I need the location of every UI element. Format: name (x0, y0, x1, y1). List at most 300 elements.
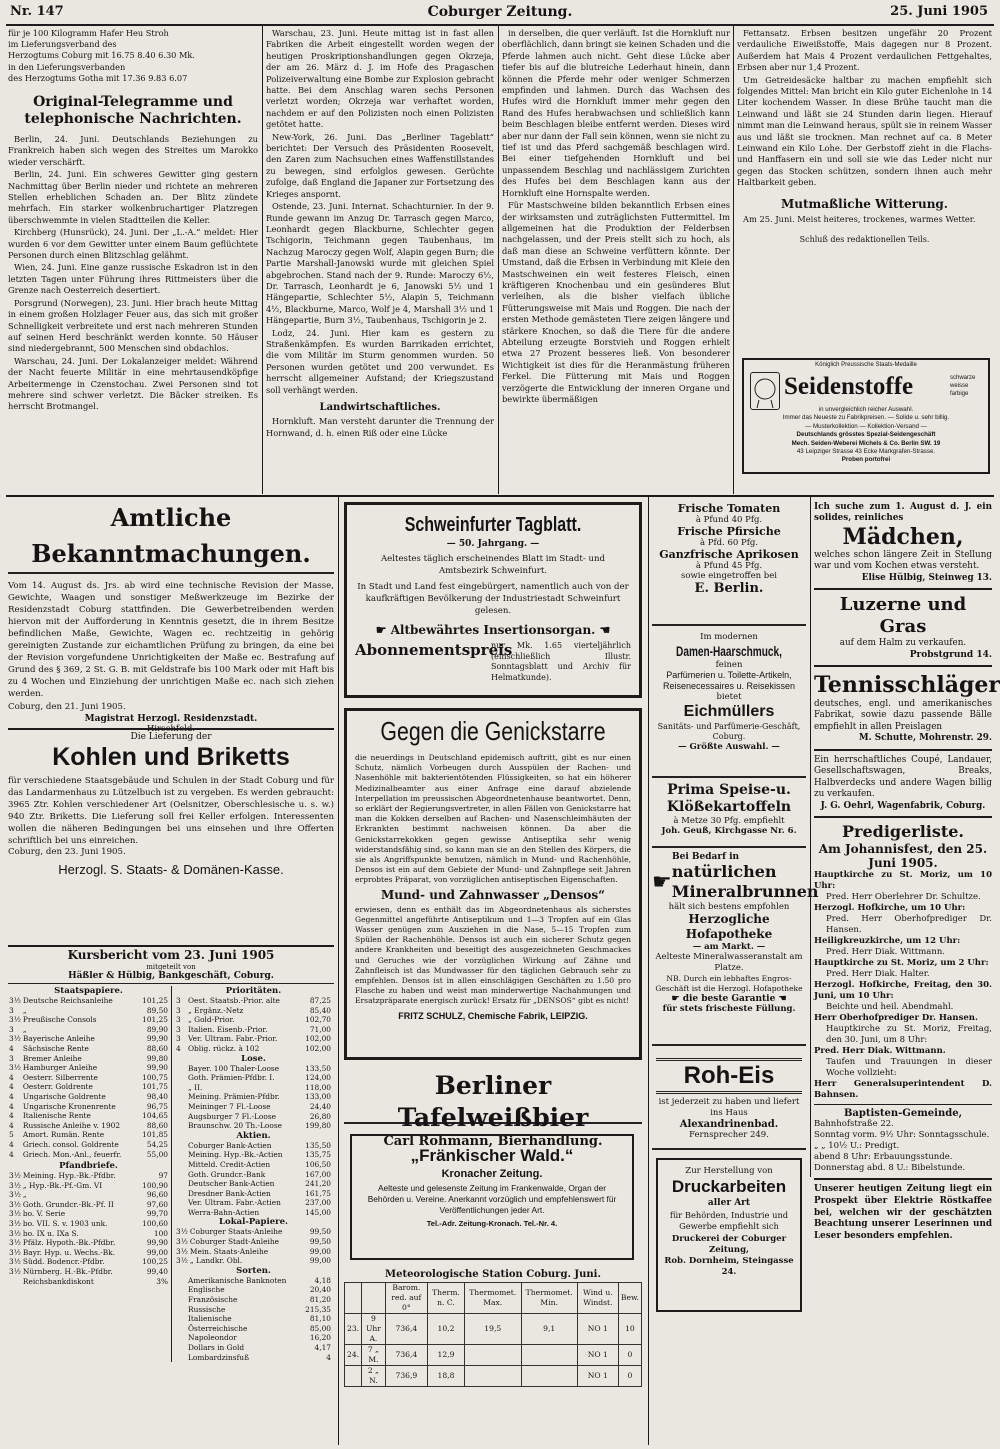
kurs-cell: 100,90 (142, 1180, 168, 1190)
kurs-row (175, 1276, 332, 1286)
column-4 (737, 28, 992, 328)
kurs-cell: 102,00 (305, 1034, 331, 1044)
ad-line-text: die beste Garantie (682, 994, 776, 1004)
ad-line: Fernsprecher 249. (689, 1130, 769, 1140)
meteo-cell (345, 1366, 362, 1387)
kurs-cell: 241,20 (305, 1179, 331, 1189)
ad-line: auf dem Halm zu verkaufen. (839, 638, 967, 649)
ad-line: für Behörden, Industrie und Gewerbe empfiehlt sich (669, 1210, 789, 1231)
kurs-head: Lokal-Papiere. (219, 1217, 288, 1228)
kurs-row (8, 1015, 169, 1025)
ad-top-line: Königlich Preussische Staats-Medaille (815, 362, 917, 368)
kurs-row (8, 1150, 169, 1160)
kurs-cell: 3 (9, 1024, 14, 1034)
kurs-table (8, 996, 169, 1159)
news-item: Warschau, 24. Juni. Der Lokalanzeiger meldet: Während der Nacht feuerte Militär in eine mehrtausendköpfige Arbeitermenge in Czenstochau. Zwei Personen sind tot mehrere sind schwer verletzt. Die Bäcker streiken. Es herrscht Brotmangel. (8, 355, 258, 412)
kurs-cell: „ Gold-Prior. (188, 1015, 235, 1025)
kurs-row (175, 1285, 332, 1295)
kurs-cell: 4 (9, 1043, 14, 1053)
ad-line: Rob. Dornheim, Steingasse 24. (664, 1256, 794, 1277)
ad-line: Prima Speise-u. Klößekartoffeln (666, 782, 792, 815)
ad-line: für stets frischeste Füllung. (662, 1004, 796, 1014)
kurs-row (175, 1102, 332, 1112)
kurs-row (8, 1277, 169, 1287)
meteo-section (344, 1268, 642, 1398)
kurs-cell: 3 (176, 1015, 181, 1025)
meteo-cell: 23. (345, 1314, 362, 1345)
kurs-cell: 101,25 (142, 996, 168, 1005)
pred-item: Herr Generalsuperintendent D. Bahnsen. (814, 1079, 992, 1101)
bapt-item: Bahnhofstraße 22. (814, 1119, 894, 1130)
meteo-cell: 0 (618, 1345, 641, 1366)
meteo-row (345, 1314, 642, 1345)
kurs-row (175, 1295, 332, 1305)
kurs-cell: Englische (188, 1285, 225, 1295)
issue-date: 25. Juni 1905 (890, 4, 988, 19)
kurs-cell: 89,50 (146, 1005, 168, 1015)
kurs-table (175, 1227, 332, 1265)
ad-line: Ich suche zum 1. August d. J. ein solides, reinliches (814, 502, 992, 523)
pred-item: Pred. Herr Oberlehrer Dr. Schultze. (826, 892, 981, 903)
ad-line: NB. Durch ein lebhaftes Engros-Geschäft ist die Herzogl. Hofapotheke (655, 974, 803, 993)
kurs-row (175, 1044, 332, 1054)
section-title: Original-Telegramme und telephonische Nachrichten. (24, 94, 242, 128)
kurs-cell: Dollars in Gold (188, 1343, 245, 1352)
kurs-cell: bo. V. Serie (22, 1209, 66, 1219)
ad-line: sowie eingetroffen bei (681, 571, 777, 581)
kurs-row (8, 1209, 169, 1219)
ad-line: feinen (715, 660, 743, 670)
column-rule (810, 497, 811, 1177)
kurs-cell: 24,40 (309, 1101, 331, 1111)
kurs-cell: Deutscher Bank-Actien (188, 1179, 275, 1189)
kurs-cell: 133,00 (305, 1092, 331, 1102)
kurs-cell (175, 1353, 187, 1363)
ad-line: Zur Herstellung von (685, 1166, 773, 1176)
pred-item: Pred. Herr Diak. Halter. (826, 969, 930, 980)
ad-line: Druckarbeiten (671, 1177, 787, 1196)
kurs-left (8, 986, 172, 1362)
kurs-cell: Hamburger Anleihe (22, 1063, 98, 1073)
kurs-cell: „ Landkr. Obl. (189, 1256, 243, 1266)
kurs-cell: 135,75 (305, 1150, 331, 1160)
meteo-cell (464, 1345, 521, 1366)
kurs-cell: 3 (9, 1053, 14, 1063)
ad-line: Eichmüllers (683, 703, 775, 720)
kurs-cell: Ver. Ultram. Fabr.-Actien (188, 1198, 281, 1208)
kurs-cell: 71,00 (309, 1024, 331, 1034)
bapt-item: Sonntag vorm. 9½ Uhr: Sonntagsschule. (814, 1130, 990, 1141)
kurs-row (8, 1006, 169, 1016)
kurs-cell: „ (22, 1024, 27, 1034)
prima-ad (652, 782, 806, 848)
kurs-cell: 3½ (176, 1256, 188, 1266)
amtliche-title: Amtliche Bekanntmachungen. (8, 500, 334, 574)
kurs-cell: „ (22, 1005, 27, 1015)
kurs-row (8, 1200, 169, 1210)
meteo-cell: 12,9 (427, 1345, 464, 1366)
kurs-row (175, 1141, 332, 1151)
kurs-cell: Coburger Bank-Actien (188, 1140, 272, 1150)
kurs-cell: 100,75 (142, 1072, 168, 1082)
kurs-cell (175, 1083, 187, 1093)
header-rule (6, 24, 994, 26)
wald-text: Aelteste und gelesenste Zeitung im Frankenwalde, Organ der Behörden u. Vereine. Anerkannt vorzüglich und empfehlenswert für Veröffentlichungen jeder Art. (367, 1183, 617, 1215)
kurs-cell: Augsburger 7 Fl.-Loose (188, 1111, 276, 1121)
tagblatt-alt: ☛ Altbewährtes Insertionsorgan. ☚ (375, 623, 611, 637)
kurs-row (175, 1073, 332, 1083)
kurs-cell: 3 (176, 1005, 181, 1015)
kurs-cell: 3½ (9, 1219, 21, 1229)
tagblatt-alt-text: Altbewährtes Insertionsorgan. (390, 623, 596, 637)
kurs-cell: 3½ (9, 1199, 21, 1209)
kurs-row (8, 1257, 169, 1267)
newspaper-title: Coburger Zeitung. (427, 4, 573, 20)
kurs-cell: 4 (9, 1139, 14, 1149)
weather-title: Mutmaßliche Witterung. (781, 196, 948, 211)
kurs-cell: Oesterr. Goldrente (22, 1082, 93, 1092)
rule (814, 1104, 992, 1105)
kurs-cell: Goth. Grundcr.-Bk.-Pf. II (22, 1199, 114, 1209)
ad-line: ist jederzeit zu haben und liefert ins Haus (658, 1097, 800, 1118)
kurs-cell: 3½ (9, 1180, 21, 1190)
kurs-cell: „ II. (188, 1082, 203, 1092)
kurs-row (8, 1238, 169, 1248)
price-line: im Lieferungsverband des (8, 39, 117, 50)
meteo-cell: NO 1 (577, 1366, 618, 1387)
kurs-cell: 99,00 (309, 1246, 331, 1256)
section-rule (6, 495, 994, 497)
news-item: Wien, 24. Juni. Eine ganze russische Eskadron ist in den letzten Tagen unter Führung ihres Rittmeisters über die Grenze nach Oesterreich desertiert. (8, 262, 258, 296)
kurs-cell: 4 (9, 1082, 14, 1092)
ad-line: Probstgrund 14. (909, 649, 992, 660)
ad-line: Frische Pfirsiche (677, 525, 781, 538)
ad-line: Bei Bedarf in (672, 852, 740, 862)
kurs-cell: 81,10 (309, 1314, 331, 1324)
tafel-title: Berliner Tafelweißbier (397, 1071, 589, 1132)
kurs-cell: Griech. consol. Goldrente (22, 1139, 119, 1149)
kurs-cell: 4 (9, 1111, 14, 1121)
kurs-cell: 85,40 (309, 1005, 331, 1015)
kurs-cell: 3 (176, 1024, 181, 1034)
ad-title: Predigerliste. (841, 822, 964, 842)
bapt-item: „ „ 10½ U.: Predigt. (814, 1141, 900, 1152)
bapt-list (814, 1119, 992, 1174)
pred-item: Herr Oberhofprediger Dr. Hansen. (814, 1013, 978, 1024)
kurs-cell: 237,00 (305, 1198, 331, 1208)
kurs-row (175, 1198, 332, 1208)
meteo-table (344, 1282, 642, 1387)
kurs-cell: Italienische Rente (22, 1111, 91, 1121)
ad-line: Herzogliche Hofapotheke (685, 912, 773, 941)
kurs-cell: 26,80 (309, 1111, 331, 1121)
kurs-row (175, 1034, 332, 1044)
meteo-cell: 10 (618, 1314, 641, 1345)
kurs-cell (175, 1343, 187, 1353)
kurs-row (8, 1073, 169, 1083)
ad-line: Alexandrinenbad. (679, 1119, 779, 1130)
tagblatt-text1: Aeltestes täglich erscheinendes Blatt im Stadt- und Amtsbezirk Schweinfurt. (380, 554, 606, 576)
news-item: Porsgrund (Norwegen), 23. Juni. Hier brach heute Mittag in einem großen Holzlager Feuer aus, das sich mit großer Schnelligkeit verbreitete und erst nach mehreren Stunden auf seinen Herd beschränkt werden konnte. 50 Häuser sind niedergebrannt, 500 Menschen sind obdachlos. (8, 297, 258, 354)
kurs-cell: 99,50 (309, 1227, 331, 1237)
news-item: Kirchberg (Hunsrück), 24. Juni. Der „L.-A.“ meldet: Hier wurden 6 vor dem Gewitter unter einem Baum geflüchtete Personen durch einen Blitzschlag gelähmt. (8, 227, 258, 261)
kurs-table (175, 1276, 332, 1362)
ad-line: hält sich bestens empfohlen (668, 902, 790, 912)
kurs-cell: 3% (156, 1276, 168, 1286)
pred-item: Pred. Herr Diak. Wittmann. (826, 947, 945, 958)
meteo-head-cell: Therm. n. C. (427, 1283, 464, 1314)
mineral-ad (652, 852, 819, 1046)
kurs-row (8, 1063, 169, 1073)
kurs-cell: 97 (158, 1171, 168, 1181)
kurs-cell: Coburger Stadt-Anleihe (189, 1237, 279, 1247)
kohlen-sign: Herzogl. S. Staats- & Domänen-Kasse. (58, 862, 284, 878)
pointing-hand-icon: ☛ (652, 869, 672, 895)
kurs-cell: 124,00 (305, 1073, 331, 1083)
meteo-cell: 9 Uhr A. (362, 1314, 386, 1345)
kurs-cell: 3½ (9, 1190, 21, 1200)
meteo-head-cell: Barom. red. auf 0° (385, 1283, 427, 1314)
kurs-cell: Italienische (188, 1314, 232, 1324)
tagblatt-abo-text: nur Mk. 1.65 vierteljährlich (einschließlich Illustr. Sonntagsblatt und Archiv für Helmatkunde). (491, 641, 631, 682)
kurs-cell: 167,00 (305, 1169, 331, 1179)
medal-icon (750, 372, 780, 410)
kurs-cell (175, 1160, 187, 1170)
kurs-cell: 161,75 (305, 1188, 331, 1198)
kurs-cell (175, 1073, 187, 1083)
druck-ad (656, 1158, 802, 1312)
kurs-cell: bo. VII. S. v. 1903 unk. (22, 1219, 108, 1229)
kurs-cell (175, 1324, 187, 1334)
ad-line: M. Schutte, Mohrenstr. 29. (858, 733, 992, 744)
kurs-cell: 100,60 (142, 1219, 168, 1229)
kurs-cell: Goth. Prämien-Pfdbr. I. (188, 1073, 275, 1083)
ad-line: Unserer heutigen Zeitung liegt ein Prospekt über Elektrie Röstkaffee bei, welchen wir der geschätzten Beachtung unserer Leserinnen und Leser besonders empfehlen. (814, 1184, 992, 1241)
meteo-cell: 18,8 (427, 1366, 464, 1387)
rule (814, 665, 992, 667)
kurs-row (8, 1248, 169, 1258)
kurs-cell: 20,40 (309, 1285, 331, 1295)
kurs-cell: „ Ergänz.-Netz (188, 1005, 244, 1015)
column-2 (266, 28, 494, 492)
genickstarre-ad (344, 708, 642, 1060)
ad-line: à Metze 30 Pfg. empfiehlt (673, 816, 785, 826)
kurs-cell (175, 1064, 187, 1074)
ad-line: 43 Leipziger Strasse 43 Ecke Markgrafen-Strasse. (796, 448, 936, 456)
kurs-cell: 4 (9, 1149, 14, 1159)
kurs-row (175, 1189, 332, 1199)
news-item: Warschau, 23. Juni. Heute mittag ist in fast allen Fabriken die Arbeit eingestellt worden wegen der heutigen Proskriptionshandlungen gegen Okrzeja, der am 26. März d. J. im Hofe des Pragaschen Polizeiverwaltung eine Bombe zur Explosion gebracht hatte. Bei dem Anschlag waren sechs Personen verletzt worden; Okrzeja war verhaftet worden, nachdem er auf den Polizisten noch einen Polizisten getötet hatte. (266, 28, 494, 130)
kurs-cell: 3½ (9, 1015, 21, 1025)
ad-line: J. G. Oehrl, Wagenfabrik, Coburg. (820, 801, 986, 812)
meteo-cell: 19,5 (464, 1314, 521, 1345)
kurs-cell (175, 1179, 187, 1189)
kurs-cell: bo. IX u. IXa S. (22, 1228, 79, 1238)
ad-line: Damen-Haarschmuck, (676, 643, 782, 659)
meteo-cell: 736,4 (385, 1314, 427, 1345)
kurs-row (175, 1064, 332, 1074)
rule (814, 1178, 992, 1180)
berlin-ad (652, 502, 806, 626)
kurs-row (175, 1343, 332, 1353)
roheis-ad (652, 1058, 806, 1150)
ad-line: Druckerei der Coburger Zeitung, (671, 1234, 787, 1255)
ad-line: Proben portofrei (841, 456, 891, 464)
wald-title: „Fränkischer Wald.“ (410, 1146, 574, 1165)
meteo-cell: 9,1 (521, 1314, 577, 1345)
right-column (814, 502, 1000, 1442)
pred-list (814, 870, 992, 1101)
kurs-cell: „ Hyp.-Bk.-Pf.-Gm. VI (22, 1180, 103, 1190)
kurs-row (175, 1237, 332, 1247)
issue-number: Nr. 147 (10, 4, 64, 19)
kurs-cell (175, 1141, 187, 1151)
kurs-cell: 135,50 (305, 1140, 331, 1150)
tagblatt-text2: In Stadt und Land fest eingebürgert, namentlich auch von der kaufkräftigen Bevölkerung der Industriestadt Schweinfurt gelesen. (357, 582, 629, 616)
kurs-cell: 118,00 (305, 1082, 331, 1092)
kurs-row (8, 1044, 169, 1054)
kurs-cell: 99,00 (309, 1256, 331, 1266)
kohlen-date: Coburg, den 23. Juni 1905. (8, 847, 126, 857)
kurs-cell: 4 (9, 1091, 14, 1101)
genick-text2: erwiesen, denn es enthält das im Abgeordnetenhaus als sicherstes Gegenmittel angeführte Antiseptikum und 1—3 Tropfen auf ein Glas Wasser genügen zum Ausziehen in die Nase, 5—15 Tropfen zum Spülen der Rachenhöhle. Densos ist auch ein sicherer Schutz gegen andere Krankheiten und beseitigt des ausgezeichneten Geschmackes und Geruches wie der vorzüglichen Wirkung auf Zähne und Zahnfleisch ist das Mundwasser für den täglichen Gebrauch sehr zu empfehlen. Densos ist in allen einschlägigen Geschäften zu 1.50 pro Flasche zu haben und weist man minderwertige Nachahmungen und Ersatzpräparate energisch zurück! Ersatz für „DENSOS“ gibt es nicht! (355, 904, 631, 1006)
kurs-cell (175, 1276, 187, 1286)
kurs-cell: 99,80 (146, 1053, 168, 1063)
ad-title: Luzerne und Gras (839, 594, 967, 638)
kurs-cell: 3½ (176, 1246, 188, 1256)
amtliche-date: Coburg, den 21. Juni 1905. (8, 702, 126, 712)
kurs-row (175, 1353, 332, 1363)
rule (814, 816, 992, 818)
ad-line: Im modernen (700, 632, 758, 642)
kurs-cell: Reichsbankdiskont (22, 1276, 94, 1286)
kurs-cell: 4 (326, 1352, 331, 1362)
kurs-cell: Meining. Hyp.-Bk.-Pfdbr. (22, 1171, 116, 1181)
kurs-row (175, 1112, 332, 1122)
kurs-row (8, 1034, 169, 1044)
ad-line: Ein herrschaftliches Coupé, Landauer, Gesellschaftswagen, Breaks, Halbverdecks und andere Wagen billig zu verkaufen. (814, 754, 992, 800)
genick-text: die neuerdings in Deutschland epidemisch auftritt, gibt es nur einen Schutz, nämlich Vorbeugen durch Ausspülen der Rachen- und Nasenhöhle mit bakterientötenden Flüssigkeiten, so hat ein höherer Medizinalbeamter aus einer Anfrage eine darauf abzielende Interpellation im preussischen Abgeordnetenhause beantwortet. Denn, so erklärt der Regierungsvertreter, in allen Fällen von Genickstarre hat man die Kokken derselben auf Rachen- und Nasenschleimhäuten der Erkrankten bestimmt nachweisen können. Da aber die Genickstarrekokken gegen gewisse Antiseptika sehr wenig widerstandsfähig sind, so kann man sie an den Stellen des Körpers, die sie als Angriffspunkte benutzen, nämlich in Mund- und Rachenhöhle, Densos ist ein auf dem Gebiete der Mund- und Zahnpflege seit Jahren erprobtes Präparat, von vorzüglichen antiseptischen Eigenschaften. (355, 753, 631, 885)
kurs-head: Sorten. (236, 1265, 271, 1276)
kurs-cell: Braunschw. 20 Th.-Loose (188, 1121, 282, 1131)
kurs-title: Kursbericht vom 23. Juni 1905 (67, 948, 275, 962)
kurs-cell: 4 (176, 1043, 181, 1053)
ad-line: deutsches, engl. und amerikanisches Fabrikat, sowie dazu passende Bälle empfiehlt in allen Preislagen (814, 699, 992, 732)
kurs-cell: 3½ (176, 1227, 188, 1237)
kurs-cell (175, 1333, 187, 1343)
meteo-cell: 0 (618, 1366, 641, 1387)
kurs-row (175, 1150, 332, 1160)
seidenstoffe-ad (742, 358, 990, 474)
pred-item: Taufen und Trauungen in dieser Woche vollzieht: (826, 1057, 992, 1079)
ad-line: — am Markt. — (692, 942, 766, 952)
rule (8, 945, 334, 947)
ad-line: E. Berlin. (694, 581, 764, 596)
ad-side: schwarze weisse farbige (950, 375, 976, 397)
kurs-cell: Russische (188, 1304, 226, 1314)
kurs-cell: 3 (176, 996, 181, 1005)
news-item: Hornkluft. Man versteht darunter die Trennung der Hornwand, d. h. einen Riß oder eine Lücke (266, 416, 494, 438)
kurs-cell (175, 1285, 187, 1295)
closing-note: Schluß des redaktionellen Teils. (799, 234, 930, 244)
kurs-row (175, 1208, 332, 1218)
kurs-cell: 215,35 (305, 1304, 331, 1314)
kurs-cell: Meining. Hyp.-Bk.-Actien (188, 1150, 283, 1160)
meteo-head-cell (362, 1283, 386, 1314)
kurs-cell: Pfälz. Hypoth.-Bk.-Pfdbr. (22, 1238, 116, 1248)
kurs-cell: Österreichische (188, 1323, 248, 1333)
meteo-head-cell (345, 1283, 362, 1314)
pred-item: Heiligkreuzkirche, um 12 Uhr: (814, 936, 961, 947)
news-item: New-York, 26. Juni. Das „Berliner Tageblatt“ berichtet: Der Versuch des Präsidenten Roosevelt, den Zaren zum Nachsuchen eines Waffenstillstandes zu bewegen, sind erfolglos gewesen. Gerüchte zufolge, daß England die Japaner zur Fortsetzung des Krieges anspornt. (266, 131, 494, 199)
tagblatt-abo: Abonnementspreis (355, 641, 513, 659)
kurs-row (175, 1121, 332, 1131)
kurs-row (175, 1227, 332, 1237)
kurs-cell: 99,00 (146, 1247, 168, 1257)
kurs-cell (175, 1102, 187, 1112)
kurs-cell: Bremer Anleihe (22, 1053, 82, 1063)
ad-title: Tennisschläger (814, 672, 1000, 699)
meteo-cell (521, 1345, 577, 1366)
ad-title: Baptisten-Gemeinde, (843, 1108, 963, 1120)
kurs-cell: Bayerische Anleihe (22, 1034, 95, 1044)
meteo-row (345, 1345, 642, 1366)
kurs-head: Pfandbriefe. (59, 1161, 118, 1172)
meteo-head-cell: Thermomet. Min. (521, 1283, 577, 1314)
price-line: des Herzogtums Gotha mit 17.36 9.83 6.07 (8, 72, 188, 83)
rule (814, 749, 992, 751)
kurs-cell: Ungarische Goldrente (22, 1091, 106, 1101)
genick-title: Gegen die Genickstarre (380, 716, 606, 746)
ad-line: à Pfd. 60 Pfg. (699, 538, 758, 548)
kurs-cell: 4,17 (314, 1343, 331, 1352)
kurs-row (8, 1267, 169, 1277)
kurs-cell: 3 (176, 1034, 181, 1044)
kurs-cell: 3½ (9, 1063, 21, 1073)
kurs-cell: 3½ (9, 1171, 21, 1181)
price-line: Herzogtums Coburg mit 16.75 8.40 6.30 Mk. (8, 50, 195, 61)
kurs-sub: mitgeteilt von (146, 963, 196, 971)
kurs-cell (175, 1121, 187, 1131)
ad-line: Am Johannisfest, den 25. Juni 1905. (818, 842, 988, 871)
kurs-cell: 96,75 (146, 1101, 168, 1111)
kurs-row (8, 1054, 169, 1064)
kurs-firm: Häßler & Hülbig, Bankgeschäft, Coburg. (8, 971, 334, 984)
kurs-cell: 99,90 (146, 1063, 168, 1073)
kurs-cell: 3½ (176, 1237, 188, 1247)
kurs-cell: Ungarische Kronenrente (22, 1101, 116, 1111)
kurs-cell: 100,25 (142, 1257, 168, 1267)
kurs-cell: 99,90 (146, 1034, 168, 1044)
tagblatt-title: Schweinfurter Tagblatt. (404, 514, 582, 536)
kurs-cell (175, 1170, 187, 1180)
kurs-cell: Deutsche Reichsanleihe (22, 996, 113, 1005)
genick-firm: FRITZ SCHULZ, Chemische Fabrik, LEIPZIG. (398, 1010, 588, 1021)
ad-line: Parfümerien u. Toilette-Artikeln, Reisenecessaires u. Reisekissen (662, 670, 796, 691)
news-item: Lodz, 24. Juni. Hier kam es gestern zu Straßenkämpfen. Es wurden Barrikaden errichtet, die vom Militär im Sturm genommen wurden. 50 Personen wurden getötet und 200 verwundet. Es herrscht allgemeiner Aufstand; der Kriegszustand soll verhängt werden. (266, 327, 494, 395)
kurs-cell: 106,50 (305, 1159, 331, 1169)
kurs-cell: 89,90 (146, 1024, 168, 1034)
kurs-cell (175, 1092, 187, 1102)
article-text: in derselben, die quer verläuft. Ist die Hornkluft nur oberflächlich, dann bringt sie keinen Schaden und die Pferde lahmen auch nicht. Geht diese Lücke aber tiefer bis auf die blutreiche Lederhaut hinein, dann können die Pferde mehr oder weniger Schmerzen empfinden und lahmen. Durch das Wachsen des Hufes wird die Hornkluft immer mehr gegen den Rand des Hufes herabwachsen und schließlich kann beim Beschlagen bleibe entfernt werden. Dieses wird aber nur dann der Fall sein können, wenn sie nicht zu tief ist und das Pferd sachgemäß beschlagen wird. Bei einer tiefgehenden Hornkluft und bei unpassendem Beschlag und nachlässigem Zurichten des Hufes bei dem Beschlagen kann aus der Hornkluft eine Hornspalte werden. (502, 28, 730, 198)
price-line: in den Lieferungsverbanden (8, 61, 126, 72)
kurs-cell: Oest. Staatsb.-Prior. alte (188, 996, 280, 1005)
tafel-firm: Carl Rohmann, Bierhandlung. (383, 1134, 603, 1149)
kurs-row (8, 1025, 169, 1035)
kurs-cell: Oesterr. Silberrente (22, 1072, 98, 1082)
kurs-cell: 101,25 (142, 1015, 168, 1025)
pred-item: Pred. Herr Diak. Wittmann. (814, 1046, 946, 1057)
